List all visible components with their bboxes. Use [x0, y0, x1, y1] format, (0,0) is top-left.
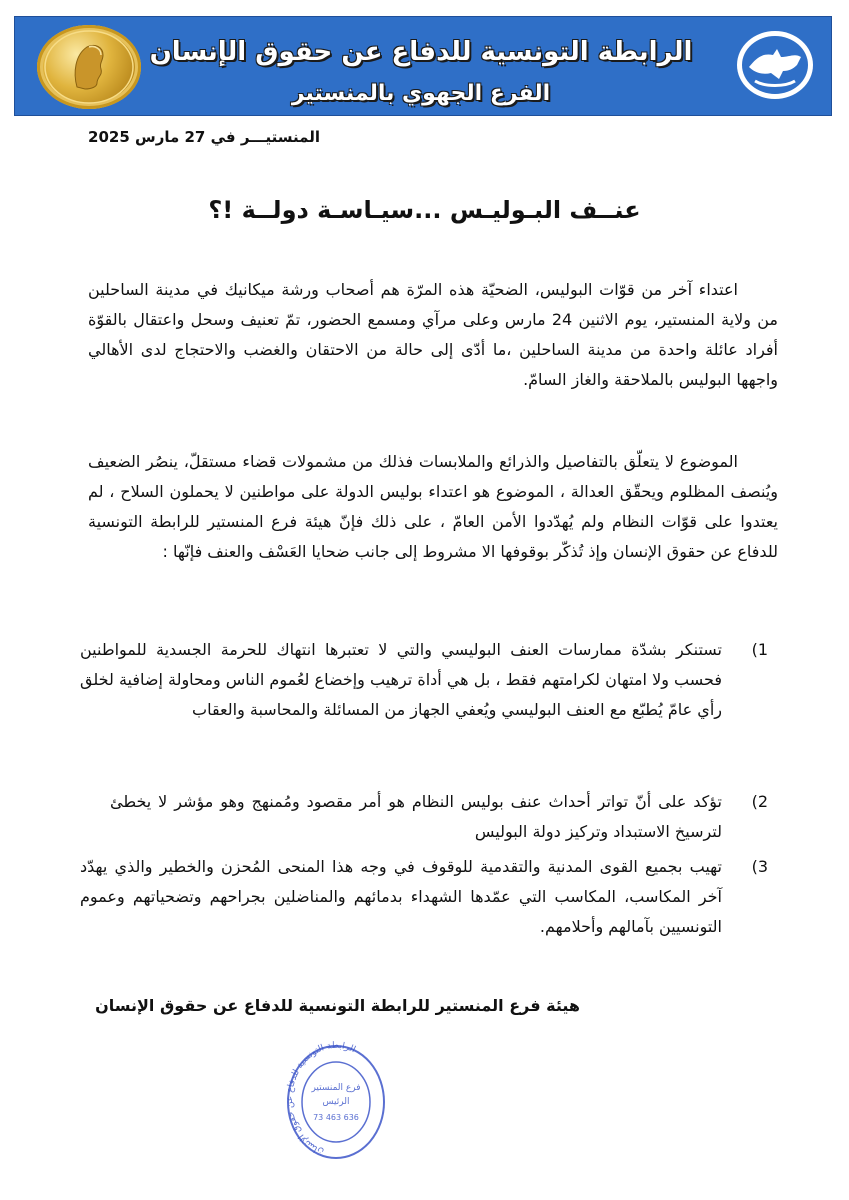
date-line: المنستيـــر في 27 مارس 2025 — [88, 128, 320, 146]
svg-text:فرع المنستير: فرع المنستير — [311, 1083, 361, 1093]
paragraph: اعتداء آخر من قوّات البوليس، الضحيّة هذه المرّة هم أصحاب ورشة ميكانيك في مدينة الساحلين من ولاية المنستير، يوم الاثنين 24 مارس وعلى مرآي ومسمع الحضور، تمّ تعنيف وسحل واعتقال بالقوّة أفراد عائلة واحدة من مدينة الساحلين ،ما أدّى إلى حالة من الاحتقان والغضب والاحتجاج لدى الأهالي واجهها البوليس بالملاحقة والغاز السامّ. — [88, 280, 778, 389]
paragraph: الموضوع لا يتعلّق بالتفاصيل والذرائع والملابسات فذلك من مشمولات قضاء مستقلّ، ينصُر الضعيف ويُنصف المظلوم ويحقّق العدالة ، الموضوع هو اعتداء بوليس الدولة على مواطنين لا يحملون السلاح ، لم يعتدوا على قوّات النظام ولم يُهدّدوا الأمن العامّ ، على ذلك فإنّ هيئة فرع المنستير للرابطة التونسية للدفاع عن حقوق الإنسان وإذ تُذكّر بوقوفها الا مشروط إلى جانب ضحايا العَسْف والعنف فإنّها : — [88, 452, 778, 561]
league-logo-icon — [733, 27, 817, 103]
list-text: تهيب بجميع القوى المدنية والتقدمية للوقوف في وجه هذا المنحى المُحزن والخطير والذي يهدّد آخر المكاسب، المكاسب التي عمّدها الشهداء بدمائهم والمناضلين بجراحهم وتضحياتهم وعموم التونسيين بآمالهم وأحلامهم. — [80, 857, 722, 936]
official-stamp — [284, 1040, 388, 1164]
list-text: تستنكر بشدّة ممارسات العنف البوليسي والتي لا تعتبرها انتهاك للحرمة الجسدية للمواطنين فحسب ولا امتهان لكرامتهم فقط ، بل هي أداة ترهيب وإخضاع لعُموم الناس ومحاولة إضافية لخلق رأي عامّ يُطبّع مع العنف البوليسي ويُعفي الجهاز من المسائلة والمحاسبة والعقاب — [80, 640, 722, 719]
svg-text:73 463 636: 73 463 636 — [313, 1113, 359, 1122]
list-number: 2) — [751, 792, 768, 811]
list-number: 1) — [751, 640, 768, 659]
list-number: 3) — [751, 857, 768, 876]
organization-title: الرابطة التونسية للدفاع عن حقوق الإنسان — [149, 37, 693, 67]
stamp-outer-text: الرابطة التونسية للدفاع عن حقوق الإنسان — [284, 1040, 357, 1157]
signature-line: هيئة فرع المنستير للرابطة التونسية للدفاع عن حقوق الإنسان — [95, 996, 580, 1015]
document-title: عنــف البـوليـس ...سيـاسـة دولــة !؟ — [208, 196, 641, 224]
svg-text:الرئيس: الرئيس — [322, 1097, 350, 1107]
header-banner — [14, 16, 832, 116]
list-text: تؤكد على أنّ تواتر أحداث عنف بوليس النظام هو أمر مقصود ومُمنهج وهو مؤشر لا يخطئ لترسيخ الاستبداد وتركيز دولة البوليس — [110, 792, 722, 841]
branch-subtitle: الفرع الجهوي بالمنستير — [291, 81, 551, 106]
medal-icon — [37, 25, 141, 109]
